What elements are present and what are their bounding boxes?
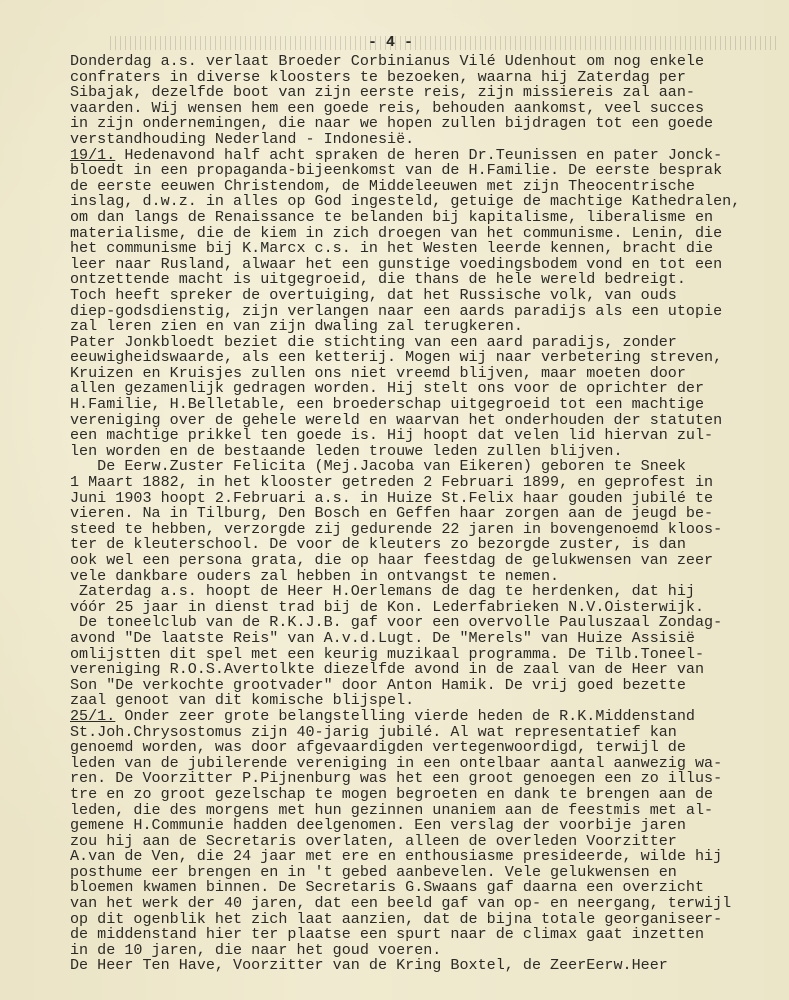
line-text: zaal genoot van dit komische blijspel. [70,691,415,710]
line-text: inslag, d.w.z. in alles op God ingesteld, getuige de machtige Kathedralen, [70,192,741,211]
line-text: vereniging R.O.S.Avertolkte diezelfde avond in de zaal van de Heer van [70,660,705,679]
line-text: De Eerw.Zuster Felicita (Mej.Jacoba van Eikeren) geboren te Sneek [70,457,686,476]
line-text: 1 Maart 1882, in het klooster getreden 2 Februari 1899, en geprofest in [70,473,714,492]
line-text: tre en zo groot gezelschap te mogen begroeten en dank te brengen aan de [70,784,714,803]
line-text: verstandhouding Nederland - Indonesië. [70,129,415,148]
line-text: A.van de Ven, die 24 jaar met ere en enthousiasme presideerde, wilde hij [70,847,723,866]
line-text: Juni 1903 hoopt 2.Februari a.s. in Huize St.Felix haar gouden jubilé te [70,488,714,507]
line-text: zal leren zien en van zijn dwaling zal terugkeren. [70,317,523,336]
page-number: - 4 - [368,34,414,51]
line-text: ontzettende macht is uitgegroeid, die thans de hele wereld bedreigt. [70,270,686,289]
line-text: steed te hebben, verzorgde zij gedurende 22 jaren in bovengenoemd kloos- [70,519,723,538]
line-text: gemene H.Communie hadden deelgenomen. Een verslag der voorbije jaren [70,816,686,835]
line-text: leden, die des morgens met hun gezinnen unaniem aan de feestmis met al- [70,800,714,819]
line-text: St.Joh.Chrysostomus zijn 40-jarig jubilé. Al wat representatief kan [70,722,677,741]
line-text: om dan langs de Renaissance te belanden bij kapitalisme, liberalisme en [70,207,714,226]
line-text: bloemen kwamen binnen. De Secretaris G.Swaans gaf daarna een overzicht [70,878,705,897]
line-text: confraters in diverse kloosters te bezoeken, waarna hij Zaterdag per [70,67,686,86]
line-text: De Heer Ten Have, Voorzitter van de Kring Boxtel, de ZeerEerw.Heer [70,956,668,975]
line-text: vóór 25 jaar in dienst trad bij de Kon. Lederfabrieken N.V.Oisterwijk. [70,597,705,616]
line-text: avond "De laatste Reis" van A.v.d.Lugt. De "Merels" van Huize Assisië [70,628,695,647]
line-text: Onder zeer grote belangstelling vierde heden de R.K.Middenstand [115,706,695,725]
line-text: allen gezamenlijk gedragen worden. Hij stelt ons voor de oprichter der [70,379,705,398]
line-text: posthume eer brengen en in 't gebed aanbevelen. Vele gelukwensen en [70,862,677,881]
line-text: vele dankbare ouders zal hebben in ontvangst te nemen. [70,566,560,585]
line-text: de eerste eeuwen Christendom, de Middeleeuwen met zijn Theocentrische [70,176,695,195]
line-text: vereniging over de gehele wereld en waarvan het onderhouden der statuten [70,410,723,429]
line-text: ook wel een persona grata, die op haar feestdag de gelukwensen van zeer [70,551,714,569]
line-text: van het werk der 40 jaren, dat een beeld gaf van op- en neergang, terwijl [70,894,732,913]
line-text: in zijn ondernemingen, die naar we hopen zullen bijdragen tot een goede [70,114,714,133]
line-text: het communisme bij K.Marcx c.s. in het Westen leerde kennen, bracht die [70,239,714,258]
line-text: leer naar Rusland, alwaar het een gunstige voedingsbodem vond en tot een [70,254,723,273]
line-text: Hedenavond half acht spraken de heren Dr.Teunissen en pater Jonck- [115,145,723,164]
line-text: Toch heeft spreker de overtuiging, dat het Russische volk, van ouds [70,285,677,304]
line-text: vieren. Na in Tilburg, Den Bosch en Geffen haar zorgen aan de jeugd be- [70,504,714,523]
body-text [70,54,740,974]
line-text: de middenstand hier ter plaatse een spurt naar de climax gaat inzetten [70,925,705,944]
line-text: bloedt in een propaganda-bijeenkomst van de H.Familie. De eerste besprak [70,161,723,180]
line-text: leden van de jubilerende vereniging in een ontelbaar aantal aanwezig wa- [70,753,723,772]
line-text: materialisme, die de kiem in zich droegen van het communisme. Lenin, die [70,223,723,242]
line-text: een machtige prikkel ten goede is. Hij hoopt dat velen lid hiervan zul- [70,426,714,445]
text-line [70,958,740,974]
line-text: Son "De verkochte grootvader" door Anton Hamik. De vrij goed bezette [70,675,686,694]
line-text: vaarden. Wij wensen hem een goede reis, behouden aankomst, veel succes [70,98,705,117]
line-text: De toneelclub van de R.K.J.B. gaf voor een overvolle Pauluszaal Zondag- [70,613,723,632]
line-text: H.Familie, H.Belletable, een broederschap uitgegroeid tot een machtige [70,395,705,414]
line-text: omlijstten dit spel met een keurig muzikaal programma. De Tilb.Toneel- [70,644,705,663]
entry-date: 25/1. [70,706,116,725]
line-text: Donderdag a.s. verlaat Broeder Corbinianus Vilé Udenhout om nog enkele [70,52,705,70]
line-text: op dit ogenblik het zich laat aanzien, dat de bijna totale georganiseer- [70,909,723,928]
line-text: diep-godsdienstig, zijn verlangen naar een aards paradijs als een utopie [70,301,723,320]
line-text: Zaterdag a.s. hoopt de Heer H.Oerlemans de dag te herdenken, dat hij [70,582,695,601]
line-text: eeuwigheidswaarde, als een ketterij. Mogen wij naar verbetering streven, [70,348,723,367]
line-text: Kruizen en Kruisjes zullen ons niet vreemd blijven, maar moeten door [70,363,686,382]
line-text: len worden en de bestaande leden trouwe leden zullen blijven. [70,441,623,460]
line-text: Pater Jonkbloedt beziet die stichting van een aard paradijs, zonder [70,332,677,351]
line-text: ter de kleuterschool. De voor de kleuters zo bezorgde zuster, is dan [70,535,686,554]
line-text: zou hij aan de Secretaris overlaten, alleen de overleden Voorzitter [70,831,677,850]
line-text: Sibajak, dezelfde boot van zijn eerste reis, zijn missiereis zal aan- [70,83,695,102]
entry-date: 19/1. [70,145,116,164]
header-smudge [110,36,780,50]
line-text: ren. De Voorzitter P.Pijnenburg was het een groot genoegen een zo illus- [70,769,723,788]
line-text: in de 10 jaren, die naar het goud voeren. [70,940,442,959]
line-text: genoemd worden, was door afgevaardigden vertegenwoordigd, terwijl de [70,738,686,757]
